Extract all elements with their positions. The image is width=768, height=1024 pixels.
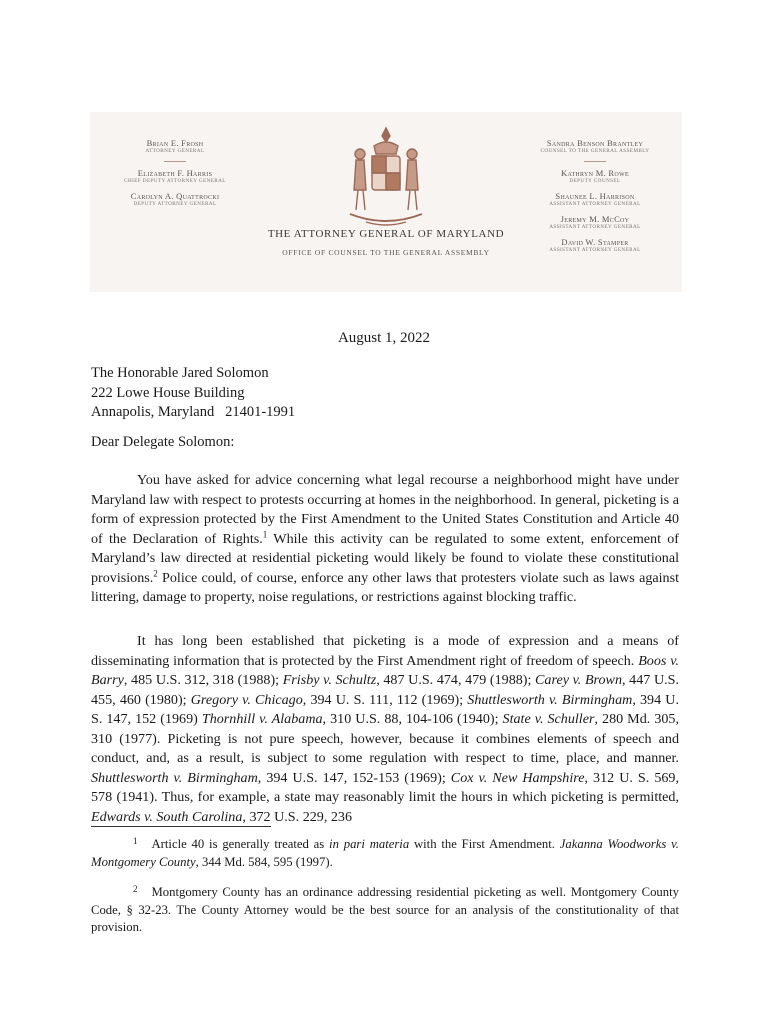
letterhead-right-column [530,138,660,254]
staff-role: DEPUTY ATTORNEY GENERAL [133,201,217,207]
staff-role: CHIEF DEPUTY ATTORNEY GENERAL [124,178,226,184]
footnote-ref-2[interactable]: 2 [153,567,158,578]
footnote-2: $^2$ Montgomery County has an ordinance addressing residential picketing as well. Montgomery County Code, § 32-23. The County Attorney would be the best source for an analysis of the constitutionality of that provision. [91,884,679,934]
case-citation: Frisby v. Schultz [282,672,377,688]
case-citation: Shuttlesworth v. Birmingham [91,769,258,786]
staff-role: ASSISTANT ATTORNEY GENERAL [549,224,641,230]
staff-name: Carolyn A. Quattrocki [130,191,220,201]
organization-subtitle: OFFICE OF COUNSEL TO THE GENERAL ASSEMBLY [282,248,490,257]
staff-role: ASSISTANT ATTORNEY GENERAL [549,247,641,253]
staff-name: Kathryn M. Rowe [561,168,629,178]
staff-name: Sandra Benson Brantley [546,138,644,148]
letterhead [90,112,682,292]
address-line: 222 Lowe House Building [91,384,245,401]
case-citation: State v. Schuller [502,711,595,727]
case-citation: Cox v. New Hampshire [450,769,585,786]
staff-role: ATTORNEY GENERAL [145,148,205,154]
footnote-number: 1 [133,836,138,846]
staff-name: Jeremy M. McCoy [560,214,630,224]
address-line: Annapolis, Maryland 21401-1991 [91,404,296,420]
case-citation: Shuttlesworth v. Birmingham [467,691,633,708]
staff-role: ASSISTANT ATTORNEY GENERAL [549,201,641,207]
staff-name: Brian E. Frosh [146,138,204,148]
footnote-divider [91,826,271,827]
footnote-ref-1[interactable]: 1 [262,528,268,539]
case-citation: Jakanna Woodworks v. Montgomery County [91,837,679,869]
letterhead-left-column [110,138,240,208]
staff-name: Elizabeth F. Harris [137,168,213,178]
case-citation: Boos v. Barry [91,652,679,688]
body-paragraph-1: You have asked for advice concerning what legal recourse a neighborhood might have under Maryland law with respect to protests occurring at homes in the neighborhood. In general, picketing is a form of expression protected by the First Amendment to the United States Constitution and Article 40 of the Declaration of Rights.$^1$ While this activity can be regulated to some extent, enforcement of Maryland’s law directed at residential picketing would likely be found to violate these constitutional provisions.$^2$ Police could, of course, enforce any other laws that protesters violate such as laws against littering, damage to property, noise regulations, or restrictions against blocking traffic. [91,472,679,605]
staff-role: DEPUTY COUNSEL [569,178,621,184]
footnote-1: $^1$ Article 40 is generally treated as in pari materia with the First Amendment. Jakanna Woodworks v. Montgomery County, 344 Md. 584, 595 (1997). [91,836,679,869]
case-citation: Gregory v. Chicago [190,691,303,708]
recipient-address [91,364,295,423]
case-citation: Carey v. Brown [535,672,623,688]
case-citation: Edwards v. South Carolina [91,808,243,825]
organization-title: THE ATTORNEY GENERAL OF MARYLAND [267,228,505,240]
letter-date: August 1, 2022 [337,330,431,346]
divider [164,161,186,162]
divider [584,161,606,162]
staff-role: COUNSEL TO THE GENERAL ASSEMBLY [540,148,650,154]
case-citation: Thornhill v. Alabama [201,711,323,727]
maryland-seal-icon [336,124,436,232]
body-paragraph-2: It has long been established that picketing is a mode of expression and a means of disseminating information that is protected by the First Amendment right of freedom of speech. Boos v. Barry, 485 U.S. 312, 318 (1988); Frisby v. Schultz, 487 U.S. 474, 479 (1988); Carey v. Brown, 447 U.S. 455, 460 (1980); Gregory v. Chicago, 394 U. S. 111, 112 (1969); Shuttlesworth v. Birmingham, 394 U. S. 147, 152 (1969) Thornhill v. Alabama, 310 U.S. 88, 104-106 (1940); State v. Schuller, 280 Md. 305, 310 (1977). Picketing is not pure speech, however, because it combines elements of speech and conduct, and, as a result, is subject to some regulation with respect to time, place, and manner. Shuttlesworth v. Birmingham, 394 U.S. 147, 152-153 (1969); Cox v. New Hampshire, 312 U. S. 569, 578 (1941). Thus, for example, a state may reasonably limit the hours in which picketing is permitted, Edwards v. South Carolina, 372 U.S. 229, 236 [91,633,680,825]
address-line: The Honorable Jared Solomon [91,365,269,381]
footnote-number: 2 [133,884,138,894]
staff-name: David W. Stamper [561,237,629,247]
staff-name: Shaunee L. Harrison [555,191,635,201]
salutation: Dear Delegate Solomon: [91,434,235,450]
